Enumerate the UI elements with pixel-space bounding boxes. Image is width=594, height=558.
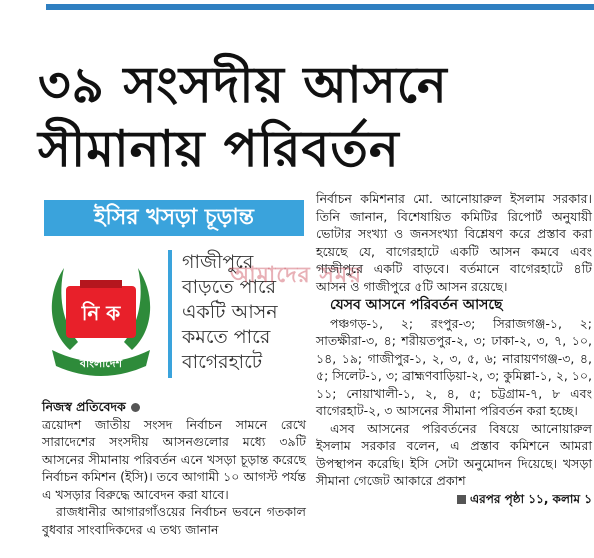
- logo-ribbon-text: বাংলাদেশ: [79, 357, 123, 370]
- pull-quote-line: একটি আসন: [182, 301, 278, 323]
- election-commission-logo: [40, 250, 162, 378]
- pull-quote: [168, 250, 298, 378]
- paragraph: এসব আসনের পরিবর্তনের বিষয়ে আনোয়ারুল ইসলাম সরকার বলেন, এ প্রস্তাব কমিশনে আমরা উপস্থাপন করেছি। ইসি সেটা অনুমোদন দিয়েছে। খসড়া সীমানা গেজেট আকারে প্রকাশ: [316, 420, 592, 488]
- byline: নিজস্ব প্রতিবেদক: [42, 399, 126, 414]
- article-column-right: [316, 190, 592, 508]
- headline-line-1: ৩৯ সংসদীয় আসনে: [38, 55, 448, 114]
- pull-quote-line: বাগেরহাটে: [182, 351, 263, 373]
- article-column-left: [42, 398, 306, 538]
- pull-quote-line: কমতে পারে: [182, 326, 271, 348]
- continued-on-link[interactable]: এরপর পৃষ্ঠা ১১, কলাম ১: [469, 491, 592, 506]
- kicker-label: ইসির খসড়া চূড়ান্ত: [44, 200, 304, 236]
- bullet-icon: [131, 403, 140, 412]
- section-subhead: যেসব আসনে পরিবর্তন আসছে: [330, 297, 503, 313]
- jump-marker-icon: [457, 495, 466, 504]
- pull-quote-line: বাড়তে পারে: [182, 276, 277, 298]
- logo-letters: নি ক: [81, 301, 121, 325]
- pull-quote-line: গাজীপুরে: [182, 251, 254, 273]
- paragraph: পঞ্চগড়-১, ২; রংপুর-৩; সিরাজগঞ্জ-১, ২; সাতক্ষীরা-৩, ৪; শরীয়তপুর-২, ৩; ঢাকা-২, ৩, ৭, ১০, ১৪, ১৯; গাজীপুর-১, ২, ৩, ৫, ৬; নারায়ণগঞ্জ-৩, ৪, ৫; সিলেট-১, ৩; ব্রাহ্মণবাড়িয়া-২, ৩; কুমিল্লা-১, ২, ১০, ১১; নোয়াখালী-১, ২, ৪, ৫; চট্টগ্রাম-৭, ৮ এবং বাগেরহাট-২, ৩ আসনের সীমানা পরিবর্তন করা হচ্ছে।: [316, 315, 592, 418]
- paragraph: রাজধানীর আগারগাঁওয়ের নির্বাচন ভবনে গতকাল বুধবার সাংবাদিকদের এ তথ্য জানান: [42, 504, 306, 537]
- paragraph: ত্রয়োদশ জাতীয় সংসদ নির্বাচন সামনে রেখে সারাদেশের সংসদীয় আসনগুলোর মধ্যে ৩৯টি আসনের সীমানায় পরিবর্তন এনে খসড়া চূড়ান্ত করেছে নির্বাচন কমিশন (ইসি)। তবে আগামী ১০ আগস্ট পর্যন্ত এ খসড়ার বিরুদ্ধে আবেদন করা যাবে।: [42, 416, 306, 502]
- paragraph: নির্বাচন কমিশনার মো. আনোয়ারুল ইসলাম সরকার। তিনি জানান, বিশেষায়িত কমিটির রিপোর্ট অনুযায়ী ভোটার সংখ্যা ও জনসংখ্যা বিশ্লেষণ করে প্রস্তাব করা হয়েছে যে, বাগেরহাটে একটি আসন কমবে এবং গাজীপুরে একটি বাড়বে। বর্তমানে বাগেরহাটে ৪টি আসন ও গাজীপুরে ৫টি আসন রয়েছে।: [316, 191, 592, 294]
- watermark-text: আমাদের সময়: [230, 263, 363, 288]
- top-rule: [46, 4, 594, 10]
- headline-line-2: সীমানায় পরিবর্তন: [38, 119, 400, 178]
